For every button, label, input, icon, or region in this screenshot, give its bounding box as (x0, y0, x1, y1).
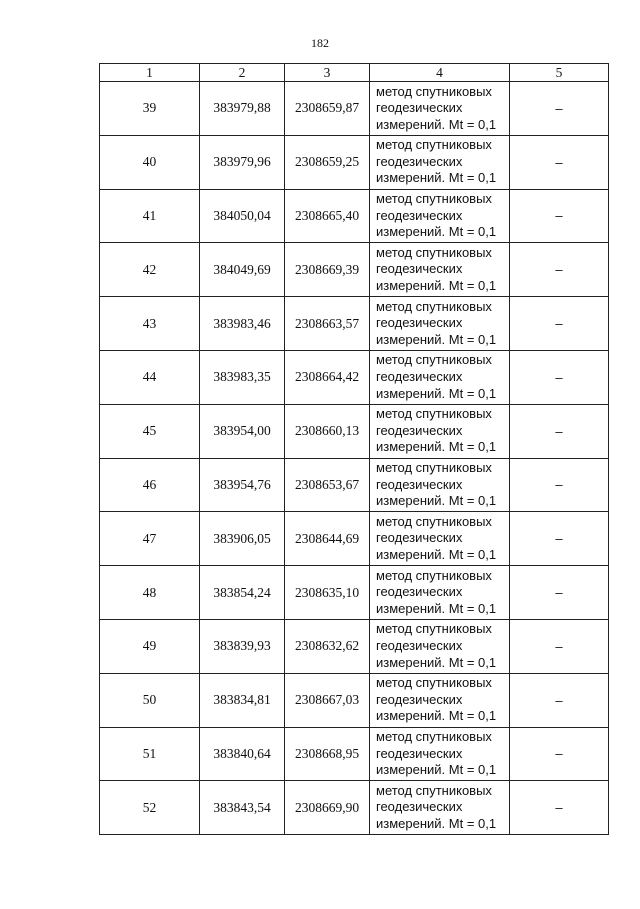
table-row (100, 512, 609, 566)
method-line: измерений. Mt = 0,1 (376, 600, 497, 616)
method-cell (370, 189, 510, 243)
x-coordinate-cell: 383983,46 (200, 297, 285, 351)
note-cell: – (510, 673, 609, 727)
method-cell (370, 297, 510, 351)
method-line: измерений. Mt = 0,1 (376, 547, 497, 563)
method-line: метод спутниковых (376, 675, 492, 691)
table-row (100, 781, 609, 835)
method-cell (370, 619, 510, 673)
method-line: геодезических (376, 476, 463, 492)
method-line: измерений. Mt = 0,1 (376, 116, 497, 132)
method-cell (370, 350, 510, 404)
point-number-cell: 42 (100, 243, 200, 297)
method-line: метод спутниковых (376, 83, 492, 99)
method-line: геодезических (376, 315, 463, 331)
method-line: метод спутниковых (376, 352, 492, 368)
y-coordinate-cell: 2308659,87 (285, 82, 370, 136)
point-number-cell: 49 (100, 619, 200, 673)
method-line: измерений. Mt = 0,1 (376, 816, 497, 832)
method-cell (370, 673, 510, 727)
method-line: измерений. Mt = 0,1 (376, 278, 497, 294)
method-line: метод спутниковых (376, 406, 492, 422)
y-coordinate-cell: 2308659,25 (285, 135, 370, 189)
coordinates-table (99, 63, 609, 835)
point-number-cell: 40 (100, 135, 200, 189)
method-cell (370, 404, 510, 458)
method-line: измерений. Mt = 0,1 (376, 439, 497, 455)
method-line: геодезических (376, 422, 463, 438)
point-number-cell: 45 (100, 404, 200, 458)
method-line: геодезических (376, 799, 463, 815)
note-cell: – (510, 350, 609, 404)
method-line: метод спутниковых (376, 729, 492, 745)
method-cell (370, 458, 510, 512)
table-row (100, 189, 609, 243)
x-coordinate-cell: 383983,35 (200, 350, 285, 404)
x-coordinate-cell: 383839,93 (200, 619, 285, 673)
x-coordinate-cell: 384049,69 (200, 243, 285, 297)
method-line: метод спутниковых (376, 567, 492, 583)
note-cell: – (510, 243, 609, 297)
x-coordinate-cell: 383854,24 (200, 566, 285, 620)
table-header-row (100, 64, 609, 82)
x-coordinate-cell: 383840,64 (200, 727, 285, 781)
x-coordinate-cell: 383906,05 (200, 512, 285, 566)
method-line: измерений. Mt = 0,1 (376, 170, 497, 186)
table-row (100, 404, 609, 458)
point-number-cell: 44 (100, 350, 200, 404)
method-cell (370, 243, 510, 297)
method-line: геодезических (376, 638, 463, 654)
table-row (100, 727, 609, 781)
note-cell: – (510, 82, 609, 136)
method-line: измерений. Mt = 0,1 (376, 493, 497, 509)
note-cell: – (510, 619, 609, 673)
method-line: геодезических (376, 530, 463, 546)
method-line: метод спутниковых (376, 513, 492, 529)
column-header: 3 (285, 64, 370, 82)
y-coordinate-cell: 2308663,57 (285, 297, 370, 351)
note-cell: – (510, 727, 609, 781)
method-line: геодезических (376, 100, 463, 116)
point-number-cell: 41 (100, 189, 200, 243)
y-coordinate-cell: 2308665,40 (285, 189, 370, 243)
table-row (100, 82, 609, 136)
method-cell (370, 512, 510, 566)
page-number: 182 (311, 36, 329, 50)
method-cell (370, 781, 510, 835)
x-coordinate-cell: 383954,76 (200, 458, 285, 512)
method-line: измерений. Mt = 0,1 (376, 385, 497, 401)
y-coordinate-cell: 2308668,95 (285, 727, 370, 781)
x-coordinate-cell: 384050,04 (200, 189, 285, 243)
note-cell: – (510, 189, 609, 243)
table-row (100, 566, 609, 620)
table-row (100, 243, 609, 297)
method-line: измерений. Mt = 0,1 (376, 331, 497, 347)
method-line: метод спутниковых (376, 782, 492, 798)
table-row (100, 673, 609, 727)
table-row (100, 135, 609, 189)
point-number-cell: 48 (100, 566, 200, 620)
method-line: геодезических (376, 153, 463, 169)
method-line: геодезических (376, 261, 463, 277)
method-line: измерений. Mt = 0,1 (376, 224, 497, 240)
note-cell: – (510, 781, 609, 835)
column-header: 5 (510, 64, 609, 82)
y-coordinate-cell: 2308653,67 (285, 458, 370, 512)
note-cell: – (510, 512, 609, 566)
method-cell (370, 566, 510, 620)
method-line: измерений. Mt = 0,1 (376, 708, 497, 724)
method-cell (370, 727, 510, 781)
method-line: метод спутниковых (376, 621, 492, 637)
table-row (100, 350, 609, 404)
x-coordinate-cell: 383979,88 (200, 82, 285, 136)
point-number-cell: 51 (100, 727, 200, 781)
method-line: геодезических (376, 691, 463, 707)
point-number-cell: 46 (100, 458, 200, 512)
y-coordinate-cell: 2308660,13 (285, 404, 370, 458)
column-header: 2 (200, 64, 285, 82)
method-line: метод спутниковых (376, 460, 492, 476)
method-line: метод спутниковых (376, 191, 492, 207)
table-row (100, 458, 609, 512)
y-coordinate-cell: 2308667,03 (285, 673, 370, 727)
y-coordinate-cell: 2308635,10 (285, 566, 370, 620)
point-number-cell: 52 (100, 781, 200, 835)
method-line: геодезических (376, 584, 463, 600)
y-coordinate-cell: 2308664,42 (285, 350, 370, 404)
note-cell: – (510, 404, 609, 458)
table-row (100, 619, 609, 673)
table-row (100, 297, 609, 351)
x-coordinate-cell: 383954,00 (200, 404, 285, 458)
y-coordinate-cell: 2308632,62 (285, 619, 370, 673)
method-line: метод спутниковых (376, 244, 492, 260)
method-line: метод спутниковых (376, 137, 492, 153)
method-line: метод спутниковых (376, 298, 492, 314)
method-cell (370, 135, 510, 189)
method-cell (370, 82, 510, 136)
y-coordinate-cell: 2308669,39 (285, 243, 370, 297)
point-number-cell: 43 (100, 297, 200, 351)
method-line: геодезических (376, 369, 463, 385)
column-header: 1 (100, 64, 200, 82)
x-coordinate-cell: 383834,81 (200, 673, 285, 727)
method-line: измерений. Mt = 0,1 (376, 654, 497, 670)
note-cell: – (510, 566, 609, 620)
note-cell: – (510, 297, 609, 351)
method-line: геодезических (376, 207, 463, 223)
method-line: геодезических (376, 745, 463, 761)
column-header: 4 (370, 64, 510, 82)
point-number-cell: 50 (100, 673, 200, 727)
x-coordinate-cell: 383843,54 (200, 781, 285, 835)
note-cell: – (510, 135, 609, 189)
table-body (100, 82, 609, 835)
y-coordinate-cell: 2308669,90 (285, 781, 370, 835)
x-coordinate-cell: 383979,96 (200, 135, 285, 189)
point-number-cell: 47 (100, 512, 200, 566)
method-line: измерений. Mt = 0,1 (376, 762, 497, 778)
note-cell: – (510, 458, 609, 512)
y-coordinate-cell: 2308644,69 (285, 512, 370, 566)
point-number-cell: 39 (100, 82, 200, 136)
